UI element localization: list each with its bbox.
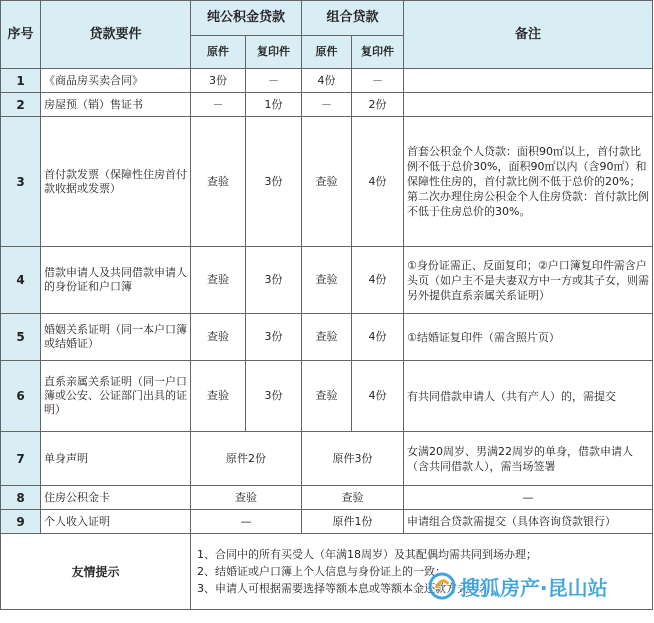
pure-original: － — [191, 93, 246, 117]
table-row — [1, 93, 653, 117]
combo-merged: 原件1份 — [302, 510, 404, 534]
header-combo-loan: 组合贷款 — [302, 1, 404, 36]
header-pure-original: 原件 — [191, 36, 246, 69]
row-number: 7 — [1, 432, 41, 486]
header-combo-original: 原件 — [302, 36, 352, 69]
table-row — [1, 361, 653, 432]
note: 有共同借款申请人（共有产人）的，需提交 — [404, 361, 653, 432]
combo-merged: 查验 — [302, 486, 404, 510]
table-row — [1, 247, 653, 314]
row-number: 8 — [1, 486, 41, 510]
requirement-item: 个人收入证明 — [41, 510, 191, 534]
header-pure-copy: 复印件 — [246, 36, 302, 69]
combo-original: 4份 — [302, 69, 352, 93]
combo-copy: － — [352, 69, 404, 93]
header-combo-copy: 复印件 — [352, 36, 404, 69]
table-row — [1, 510, 653, 534]
pure-original: 查验 — [191, 117, 246, 247]
header-pure-fund-loan: 纯公积金贷款 — [191, 1, 302, 36]
note: — — [404, 486, 653, 510]
requirement-item: 单身声明 — [41, 432, 191, 486]
row-number: 5 — [1, 314, 41, 361]
note: 女满20周岁、男满22周岁的单身，借款申请人（含共同借款人），需当场签署 — [404, 432, 653, 486]
table-row — [1, 432, 653, 486]
pure-original: 查验 — [191, 247, 246, 314]
note: ①结婚证复印件（需含照片页） — [404, 314, 653, 361]
pure-copy: － — [246, 69, 302, 93]
tip-line: 2、结婚证或户口簿上个人信息与身份证上的一致； — [197, 565, 446, 578]
row-number: 2 — [1, 93, 41, 117]
note: ①身份证需正、反面复印；②户口簿复印件需含户头页（如户主不是夫妻双方中一方或其子女，则需另外提供直系亲属关系证明） — [404, 247, 653, 314]
tip-line: 3、申请人可根据需要选择等额本息或等额本金还款方式还款。 — [197, 582, 501, 595]
pure-copy: 1份 — [246, 93, 302, 117]
combo-copy: 4份 — [352, 314, 404, 361]
pure-copy: 3份 — [246, 247, 302, 314]
requirement-item: 直系亲属关系证明（同一户口簿或公安、公证部门出具的证明） — [41, 361, 191, 432]
combo-copy: 4份 — [352, 247, 404, 314]
requirement-item: 房屋预（销）售证书 — [41, 93, 191, 117]
combo-original: － — [302, 93, 352, 117]
sohu-logo-icon — [428, 572, 456, 600]
row-number: 4 — [1, 247, 41, 314]
table-row — [1, 486, 653, 510]
pure-merged: — — [191, 510, 302, 534]
pure-copy: 3份 — [246, 117, 302, 247]
requirement-item: 借款申请人及共同借款申请人的身份证和户口簿 — [41, 247, 191, 314]
note — [404, 93, 653, 117]
note: 首套公积金个人贷款：面积90㎡以上，首付款比例不低于总价30%，面积90㎡以内（含90㎡）和保障性住房的，首付款比例不低于总价的20%； 第二次办理住房公积金个人住房贷款：首付款比例不低于住房总价的30%。 — [404, 117, 653, 247]
combo-copy: 2份 — [352, 93, 404, 117]
combo-merged: 原件3份 — [302, 432, 404, 486]
pure-copy: 3份 — [246, 361, 302, 432]
pure-copy: 3份 — [246, 314, 302, 361]
pure-merged: 查验 — [191, 486, 302, 510]
header-seq: 序号 — [1, 1, 41, 69]
requirement-item: 婚姻关系证明（同一本户口簿或结婚证） — [41, 314, 191, 361]
row-number: 6 — [1, 361, 41, 432]
requirement-item: 《商品房买卖合同》 — [41, 69, 191, 93]
header-notes: 备注 — [404, 1, 653, 69]
watermark — [428, 566, 648, 606]
note — [404, 69, 653, 93]
table-row — [1, 69, 653, 93]
combo-original: 查验 — [302, 247, 352, 314]
combo-original: 查验 — [302, 361, 352, 432]
pure-original: 3份 — [191, 69, 246, 93]
tips-label: 友情提示 — [1, 534, 191, 610]
combo-original: 查验 — [302, 117, 352, 247]
note: 申请组合贷款需提交（具体咨询贷款银行） — [404, 510, 653, 534]
pure-original: 查验 — [191, 361, 246, 432]
row-number: 1 — [1, 69, 41, 93]
pure-original: 查验 — [191, 314, 246, 361]
table-row — [1, 117, 653, 247]
combo-original: 查验 — [302, 314, 352, 361]
combo-copy: 4份 — [352, 361, 404, 432]
pure-merged: 原件2份 — [191, 432, 302, 486]
tip-line: 1、合同中的所有买受人（年满18周岁）及其配偶均需共同到场办理； — [197, 548, 537, 561]
row-number: 3 — [1, 117, 41, 247]
requirement-item: 首付款发票（保障性住房首付款收据或发票） — [41, 117, 191, 247]
combo-copy: 4份 — [352, 117, 404, 247]
row-number: 9 — [1, 510, 41, 534]
watermark-text: 搜狐房产·昆山站 — [460, 575, 608, 600]
requirement-item: 住房公积金卡 — [41, 486, 191, 510]
header-items: 贷款要件 — [41, 1, 191, 69]
table-row — [1, 314, 653, 361]
